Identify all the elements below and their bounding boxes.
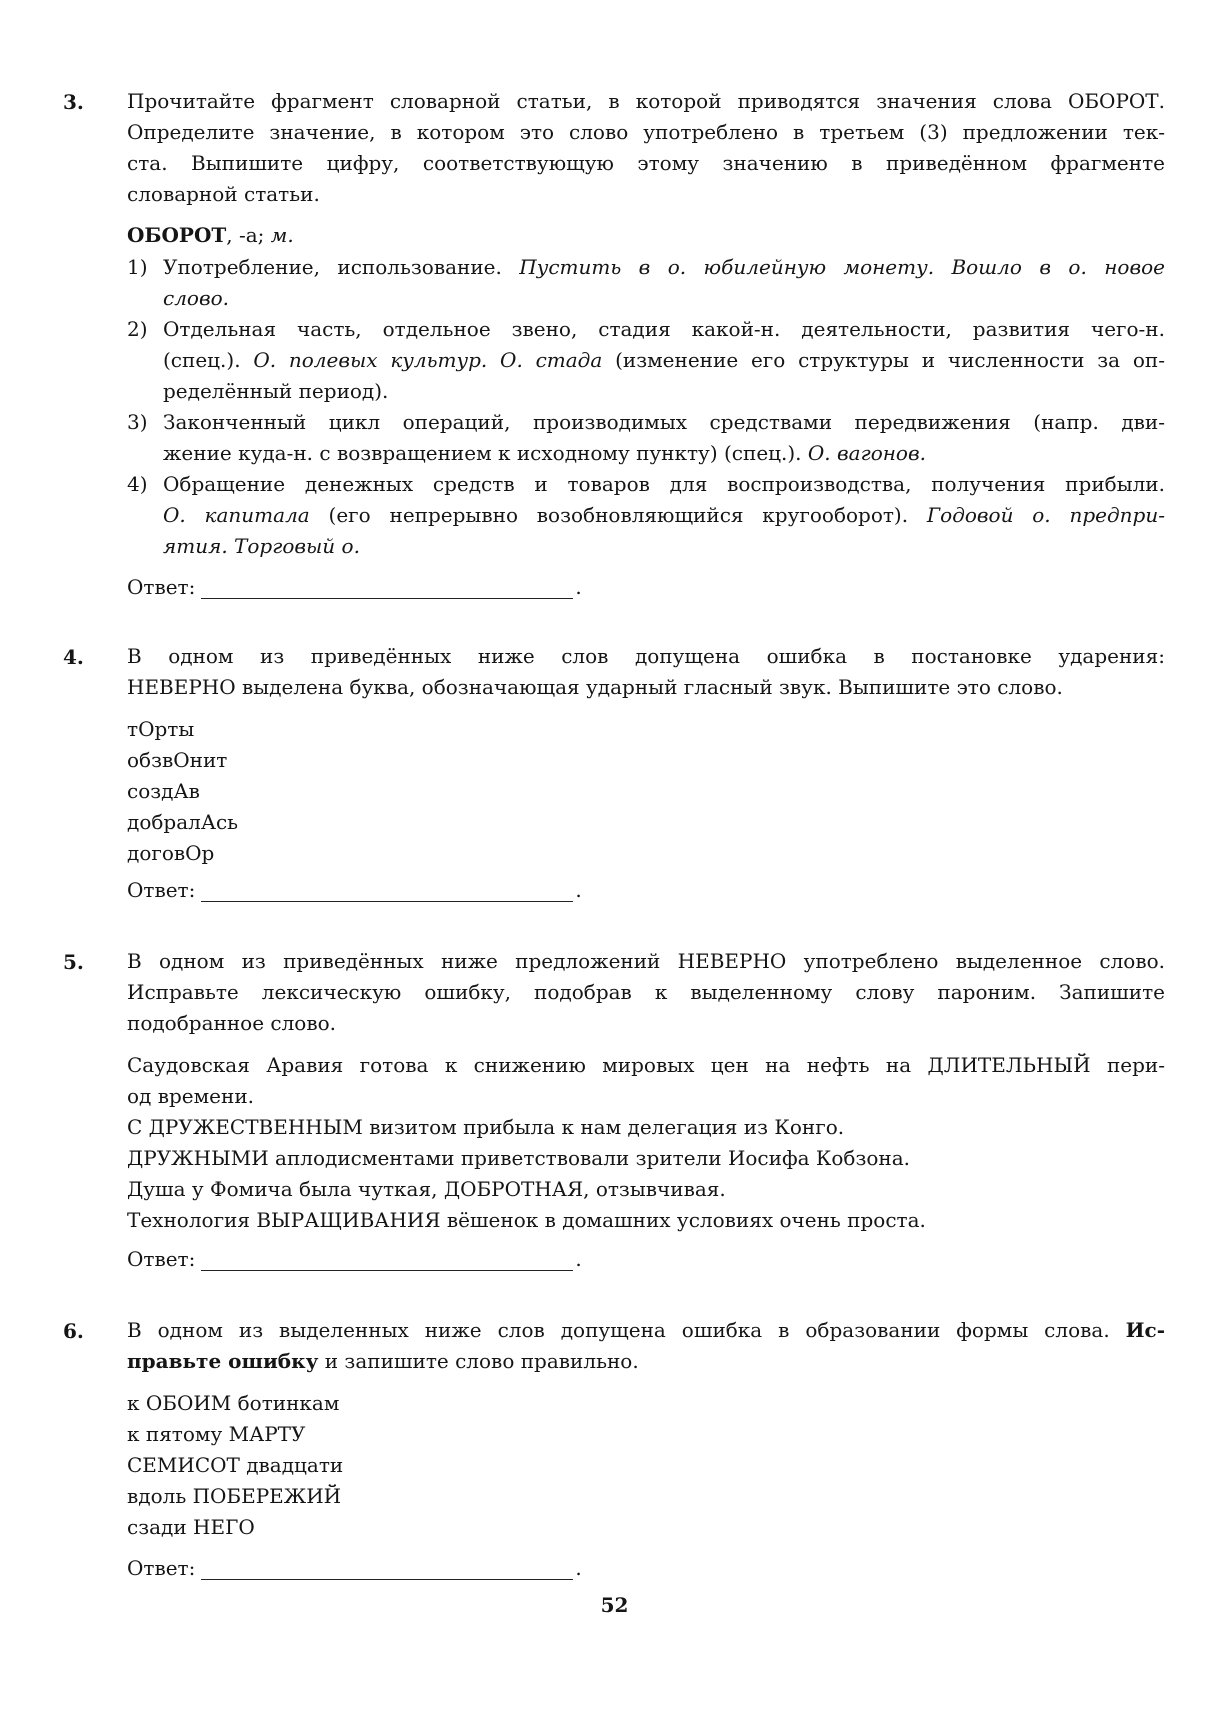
sentence-line: ДРУЖНЫМИ аплодисментами приветствовали зрители Иосифа Кобзона.	[127, 1146, 911, 1170]
prompt-text: и запишите слово правильно.	[318, 1349, 639, 1373]
sentence-line: Технология ВЫРАЩИВАНИЯ вёшенок в домашних условиях очень проста.	[127, 1208, 926, 1232]
meaning-line	[163, 345, 1165, 376]
prompt-line: Определите значение, в котором это слово употреблено в третьем (3) предложении тек-	[127, 120, 1165, 144]
word-option: обзвОнит	[127, 748, 228, 772]
meaning-number: 4)	[127, 472, 148, 496]
meaning-line: ределённый период).	[163, 379, 389, 403]
prompt-line	[127, 1315, 1165, 1346]
task-body	[127, 86, 1165, 604]
meaning-number: 1)	[127, 255, 148, 279]
meaning-example: слово.	[163, 286, 230, 310]
meaning-example: О. капитала	[163, 503, 310, 527]
answer-end: .	[575, 575, 582, 599]
answer-row	[127, 873, 1165, 907]
meaning-text: (его непрерывно возобновляющийся кругооборот).	[309, 503, 927, 527]
meaning-line	[163, 252, 1165, 283]
answer-label: Ответ:	[127, 1247, 196, 1271]
meaning-text: (изменение его структуры и численности за оп-	[602, 348, 1165, 372]
prompt-bold: правьте ошибку	[127, 1349, 319, 1373]
answer-label: Ответ:	[127, 878, 196, 902]
meaning-text: жение куда-н. с возвращением к исходному пункту) (спец.).	[163, 441, 808, 465]
answer-input-line[interactable]	[201, 578, 573, 599]
gender: м.	[270, 223, 294, 247]
meaning-line	[163, 283, 1165, 314]
phrase-option: вдоль ПОБЕРЕЖИЙ	[127, 1484, 342, 1508]
word-option: тОрты	[127, 717, 195, 741]
answer-row	[127, 1551, 1165, 1585]
task-body	[127, 946, 1165, 1276]
meaning-number: 2)	[127, 317, 148, 341]
meaning-line: Обращение денежных средств и товаров для воспроизводства, получения прибыли.	[163, 472, 1165, 496]
prompt-line	[127, 1346, 1165, 1377]
prompt-line: подобранное слово.	[127, 1011, 336, 1035]
prompt-bold: Ис-	[1125, 1318, 1165, 1342]
sentence-line: С ДРУЖЕСТВЕННЫМ визитом прибыла к нам делегация из Конго.	[127, 1115, 845, 1139]
prompt-line: ста. Выпишите цифру, соответствующую этому значению в приведённом фрагменте	[127, 151, 1165, 175]
task-body	[127, 1315, 1165, 1585]
meaning-3	[127, 407, 1165, 469]
headword: ОБОРОТ	[127, 223, 227, 247]
meaning-example: ятия. Торговый о.	[163, 534, 360, 558]
task-number: 6.	[63, 1319, 84, 1343]
meaning-line: Законченный цикл операций, производимых средствами передвижения (напр. дви-	[163, 410, 1165, 434]
answer-end: .	[575, 1247, 582, 1271]
word-option: договОр	[127, 841, 215, 865]
answer-row	[127, 570, 1165, 604]
meaning-line	[163, 531, 1165, 562]
answer-end: .	[575, 878, 582, 902]
meaning-text: Употребление, использование.	[163, 255, 520, 279]
meaning-4	[127, 469, 1165, 562]
prompt-text: В одном из выделенных ниже слов допущена ошибка в образовании формы слова.	[127, 1318, 1126, 1342]
sentence-line: Душа у Фомича была чуткая, ДОБРОТНАЯ, отзывчивая.	[127, 1177, 726, 1201]
phrase-option: сзади НЕГО	[127, 1515, 255, 1539]
prompt-line: В одном из приведённых ниже предложений НЕВЕРНО употреблено выделенное слово.	[127, 949, 1165, 973]
prompt-line: Исправьте лексическую ошибку, подобрав к выделенному слову пароним. Запишите	[127, 980, 1165, 1004]
prompt-line: НЕВЕРНО выделена буква, обозначающая ударный гласный звук. Выпишите это слово.	[127, 675, 1063, 699]
task-number: 3.	[63, 90, 84, 114]
prompt-line: В одном из приведённых ниже слов допущена ошибка в постановке ударения:	[127, 644, 1165, 668]
answer-input-line[interactable]	[201, 881, 573, 902]
meaning-text: (спец.).	[163, 348, 254, 372]
word-option: добралАсь	[127, 810, 239, 834]
prompt-line: Прочитайте фрагмент словарной статьи, в которой приводятся значения слова ОБОРОТ.	[127, 89, 1165, 113]
task-body	[127, 641, 1165, 907]
answer-label: Ответ:	[127, 1556, 196, 1580]
page-number: 52	[600, 1593, 629, 1617]
prompt-line: словарной статьи.	[127, 182, 320, 206]
meaning-line	[163, 500, 1165, 531]
meaning-line: Отдельная часть, отдельное звено, стадия какой-н. деятельности, развития чего-н.	[163, 317, 1165, 341]
meaning-example: Пустить в о. юбилейную монету. Вошло в о. новое	[519, 255, 1165, 279]
word-option: создАв	[127, 779, 200, 803]
meaning-line	[163, 438, 1165, 469]
phrase-option: к пятому МАРТУ	[127, 1422, 306, 1446]
meaning-2	[127, 314, 1165, 407]
task-number: 4.	[63, 645, 84, 669]
phrase-option: СЕМИСОТ двадцати	[127, 1453, 344, 1477]
meaning-example: О. полевых культур. О. стада	[253, 348, 603, 372]
phrase-option: к ОБОИМ ботинкам	[127, 1391, 340, 1415]
sentence-line: Саудовская Аравия готова к снижению мировых цен на нефть на ДЛИТЕЛЬНЫЙ пери-	[127, 1053, 1165, 1077]
meaning-number: 3)	[127, 410, 148, 434]
sentence-line: од времени.	[127, 1084, 255, 1108]
answer-row	[127, 1242, 1165, 1276]
meaning-1	[127, 252, 1165, 314]
meaning-example: О. вагонов.	[807, 441, 926, 465]
grammar: , -а;	[226, 223, 271, 247]
task-number: 5.	[63, 950, 84, 974]
dictionary-headword-line	[127, 220, 1165, 251]
answer-label: Ответ:	[127, 575, 196, 599]
answer-input-line[interactable]	[201, 1559, 573, 1580]
meaning-example: Годовой о. предпри-	[926, 503, 1165, 527]
answer-end: .	[575, 1556, 582, 1580]
answer-input-line[interactable]	[201, 1250, 573, 1271]
